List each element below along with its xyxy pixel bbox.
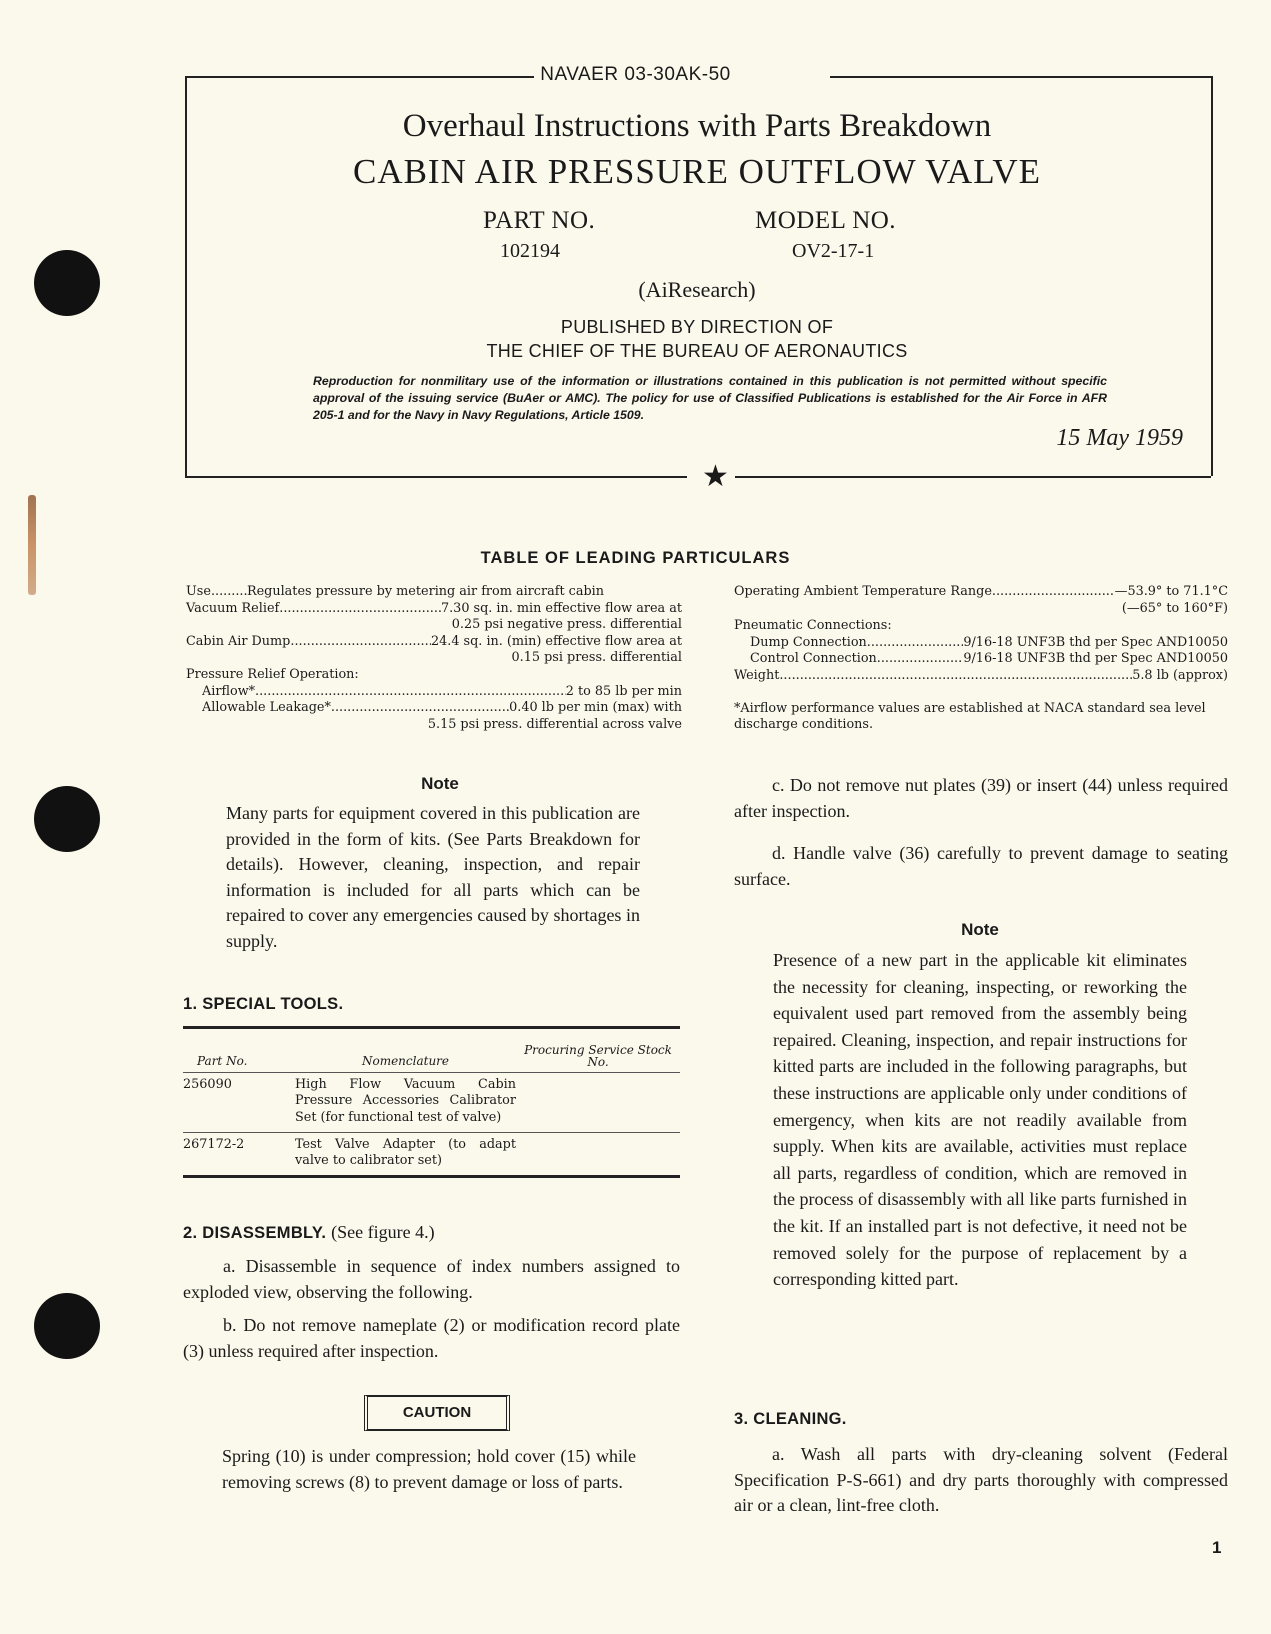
note-text-right: Presence of a new part in the applicable kit eliminates the necessity for cleaning, inspecting, or reworking the equivalent used part removed from the assembly being repaired. Cleaning, inspection, and repair instructions for kitted parts are included in the following paragraphs, but these instructions are applicable only under conditions of emergency, when kits are not readily available from supply. When kits are available, activities must replace all parts, regardless of condition, which are removed in the process of disassembly with all like parts furnished in the kit. If an installed part is not defective, it need not be removed solely for the purpose of replacement by a corresponding kitted part.	[773, 950, 1187, 1290]
note-heading-right: Note	[961, 920, 999, 939]
publisher-statement	[185, 315, 1209, 363]
bottom-rule-left	[185, 476, 687, 478]
cell-nomenclature: High Flow Vacuum Cabin Pressure Accessories Calibrator Set (for functional test of valve)	[295, 1077, 516, 1125]
document-title: Overhaul Instructions with Parts Breakdown	[402, 108, 992, 144]
note-text-left: Many parts for equipment covered in this publication are provided in the form of kits. (See Parts Breakdown for details). However, cleaning, inspection, and repair information is included for all parts which can be repaired to cover any emergencies caused by shortages in supply.	[226, 803, 640, 951]
model-no-value: OV2-17-1	[792, 240, 875, 262]
section-disassembly-heading	[183, 1222, 435, 1243]
disassembly-title: 2. DISASSEMBLY.	[183, 1224, 327, 1242]
spec-temperature-range: Operating Ambient Temperature Range ..... —53.9° to 71.1°C	[734, 584, 1228, 601]
spec-footnote: *Airflow performance values are established at NACA standard sea level discharge conditions.	[734, 700, 1206, 733]
spec-allowable-leakage-cont: 5.15 psi press. differential across valve	[427, 716, 682, 732]
bottom-rule-right	[733, 476, 1211, 478]
caution-text: Spring (10) is under compression; hold cover (15) while removing screws (8) to prevent damage or loss of parts.	[222, 1446, 636, 1492]
disassembly-figure-ref: (See figure 4.)	[331, 1222, 435, 1242]
disassembly-para-c: c. Do not remove nut plates (39) or insert (44) unless required after inspection.	[734, 775, 1228, 821]
spec-vacuum-relief-cont: 0.25 psi negative press. differential	[451, 617, 682, 633]
spec-pressure-relief-heading: Pressure Relief Operation:	[186, 666, 359, 682]
disassembly-para-b: b. Do not remove nameplate (2) or modification record plate (3) unless required after inspection.	[183, 1315, 680, 1361]
col-nomenclature: Nomenclature	[361, 1054, 450, 1068]
binder-hole-bottom	[34, 1293, 100, 1359]
cell-part-no: 256090	[183, 1077, 232, 1092]
cell-nomenclature: Test Valve Adapter (to adapt valve to calibrator set)	[295, 1136, 516, 1169]
disassembly-para-a: a. Disassemble in sequence of index numbers assigned to exploded view, observing the following.	[183, 1256, 680, 1302]
spec-cabin-air-dump: Cabin Air Dump ..... 24.4 sq. in. (min) effective flow area at	[186, 634, 682, 651]
spec-allowable-leakage: Allowable Leakage* ..... 0.40 lb per min (max) with	[186, 700, 682, 717]
spec-control-connection: Control Connection ..... 9/16-18 UNF3B thd per Spec AND10050	[734, 651, 1228, 668]
table-row	[183, 1073, 680, 1132]
binder-hole-top	[34, 250, 100, 316]
publisher-line-1: PUBLISHED BY DIRECTION OF	[560, 317, 834, 337]
spec-dump-connection: Dump Connection ..... 9/16-18 UNF3B thd per Spec AND10050	[734, 635, 1228, 652]
rust-stain	[28, 495, 36, 595]
section-cleaning-heading: 3. CLEANING.	[734, 1410, 847, 1428]
manufacturer: (AiResearch)	[638, 277, 756, 302]
equipment-title: CABIN AIR PRESSURE OUTFLOW VALVE	[352, 152, 1042, 191]
spec-airflow: Airflow* ..... 2 to 85 lb per min	[186, 684, 682, 701]
part-no-value: 102194	[500, 240, 560, 262]
cell-stock-no	[516, 1077, 680, 1126]
special-tools-table	[183, 1026, 680, 1178]
binder-hole-middle	[34, 786, 100, 852]
spec-cabin-air-dump-cont: 0.15 psi press. differential	[511, 650, 682, 666]
caution-label: CAUTION	[364, 1395, 510, 1431]
table-row	[183, 1133, 680, 1176]
cell-stock-no	[516, 1137, 680, 1170]
spec-weight: Weight ..... 5.8 lb (approx)	[734, 668, 1228, 685]
spec-use: Use ..... Regulates pressure by metering air from aircraft cabin	[186, 584, 682, 601]
publication-date: 15 May 1959	[1056, 425, 1183, 451]
leading-particulars-title: TABLE OF LEADING PARTICULARS	[480, 549, 791, 567]
note-heading-left: Note	[421, 774, 459, 793]
table-bottom-rule	[183, 1175, 680, 1178]
particulars-left	[186, 584, 682, 733]
part-no-label: PART NO.	[483, 207, 596, 234]
reproduction-notice: Reproduction for nonmilitary use of the information or illustrations contained in this publication is not permitted without specific approval of the issuing service (BuAer or AMC). The policy for use of Classified Publications is established for the Air Force in AFR 205-1 and for the Navy in Navy Regulations, Article 1509.	[313, 374, 1107, 422]
spec-pneumatic-heading: Pneumatic Connections:	[734, 618, 892, 634]
table-header	[183, 1029, 680, 1072]
spec-vacuum-relief: Vacuum Relief ..... 7.30 sq. in. min effective flow area at	[186, 601, 682, 618]
disassembly-para-d: d. Handle valve (36) carefully to prevent damage to seating surface.	[734, 843, 1228, 889]
model-no-label: MODEL NO.	[755, 207, 897, 234]
particulars-right	[734, 584, 1228, 734]
page-number: 1	[1212, 1538, 1222, 1557]
document-number: NAVAER 03-30AK-50	[0, 64, 1271, 86]
spec-temperature-range-f: (—65° to 160°F)	[1121, 600, 1228, 616]
section-special-tools-heading: 1. SPECIAL TOOLS.	[183, 995, 344, 1013]
star-icon: ★	[696, 462, 735, 492]
cell-part-no: 267172-2	[183, 1136, 245, 1152]
cleaning-para-a: a. Wash all parts with dry-cleaning solvent (Federal Specification P-S-661) and dry parts thoroughly with compressed air or a clean, lint-free cloth.	[734, 1444, 1228, 1515]
col-part-no: Part No.	[197, 1054, 248, 1068]
publisher-line-2: THE CHIEF OF THE BUREAU OF AERONAUTICS	[486, 341, 908, 361]
col-stock-no: Procuring Service Stock No.	[524, 1043, 672, 1069]
